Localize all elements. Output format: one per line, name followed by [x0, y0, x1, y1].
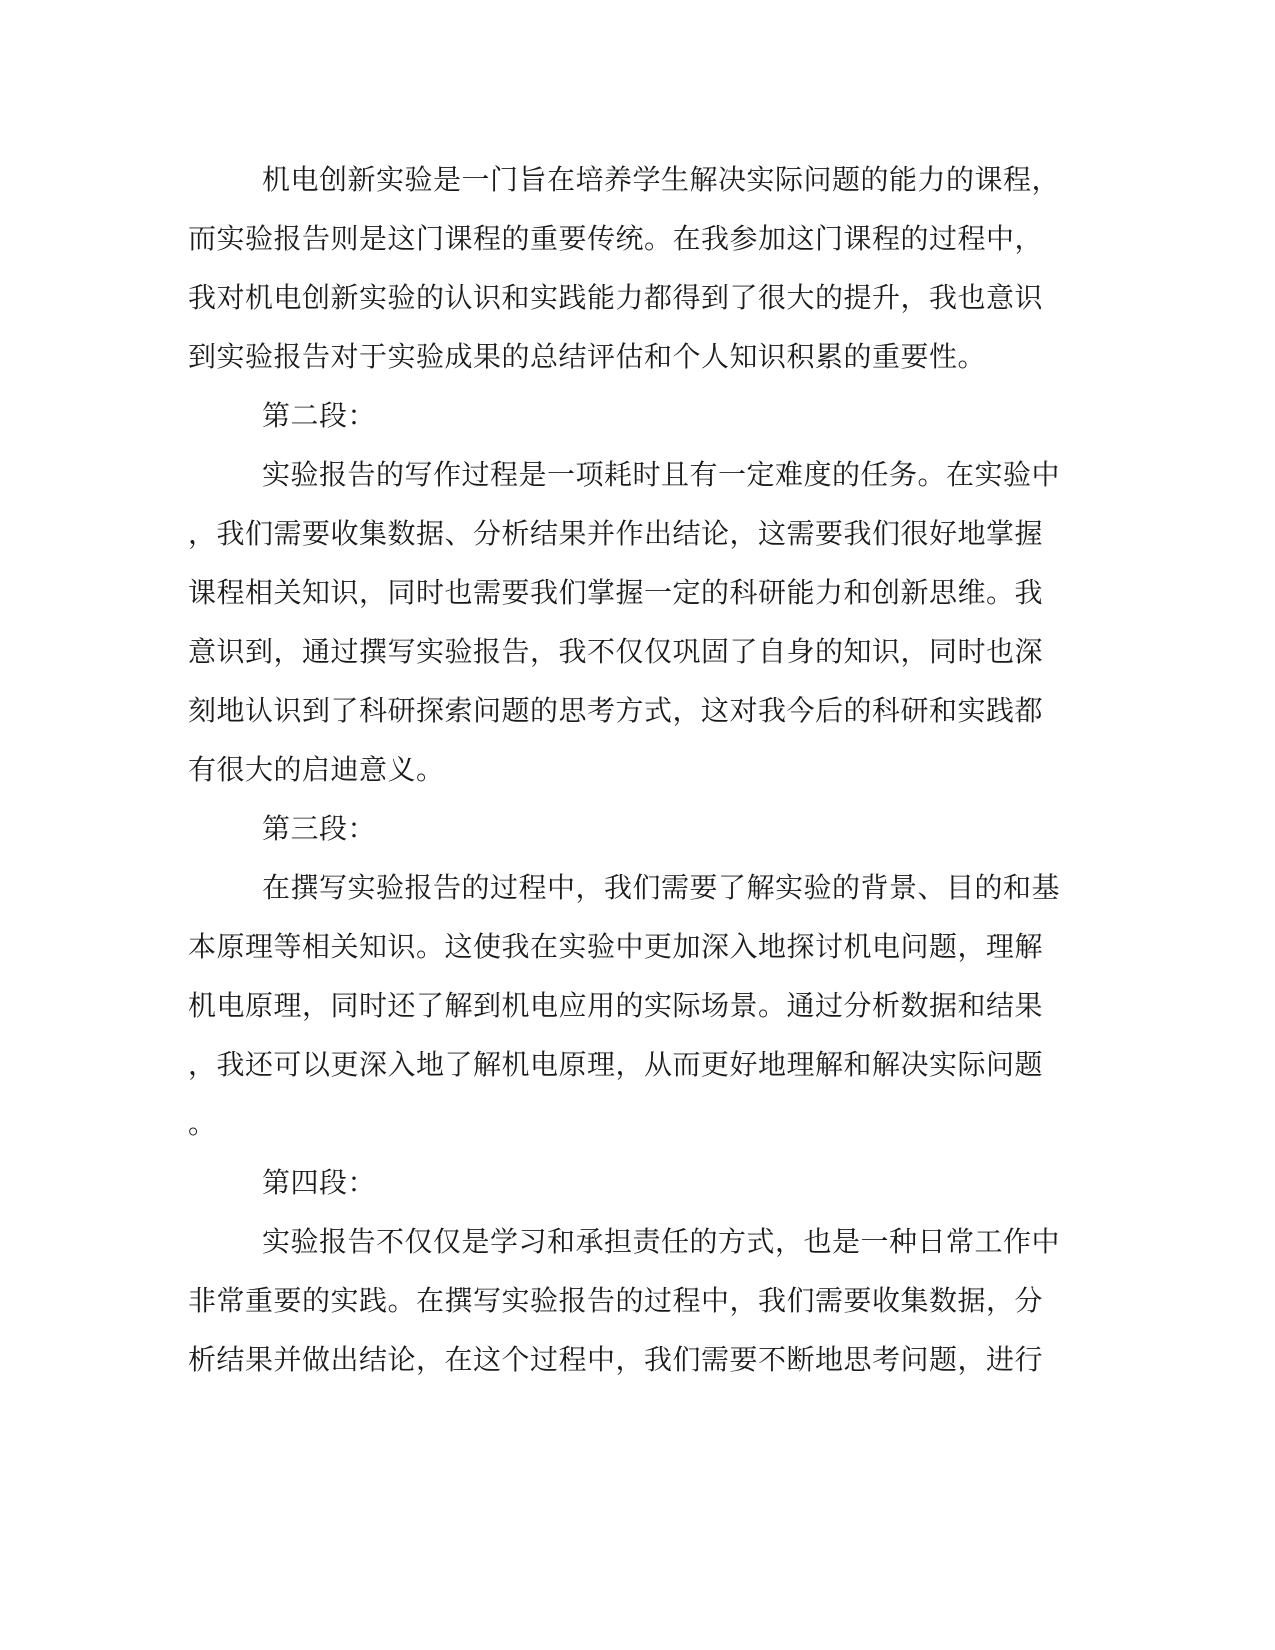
paragraph-line: 在撰写实验报告的过程中，我们需要了解实验的背景、目的和基 [262, 871, 1061, 904]
paragraph-line: 机电创新实验是一门旨在培养学生解决实际问题的能力的课程， [262, 163, 1061, 196]
section-heading: 第二段： [262, 399, 377, 432]
paragraph-line: 析结果并做出结论，在这个过程中，我们需要不断地思考问题，进行 [188, 1343, 1044, 1376]
paragraph-line: ，我们需要收集数据、分析结果并作出结论，这需要我们很好地掌握 [188, 517, 1044, 550]
paragraph-line: 意识到，通过撰写实验报告，我不仅仅巩固了自身的知识，同时也深 [188, 635, 1044, 668]
paragraph-line: 有很大的启迪意义。 [188, 753, 445, 786]
paragraph-line: 机电原理，同时还了解到机电应用的实际场景。通过分析数据和结果 [188, 989, 1044, 1022]
paragraph-line: 实验报告不仅仅是学习和承担责任的方式，也是一种日常工作中 [262, 1225, 1061, 1258]
paragraph-line: ，我还可以更深入地了解机电原理，从而更好地理解和解决实际问题 [188, 1048, 1044, 1081]
paragraph-line: 我对机电创新实验的认识和实践能力都得到了很大的提升，我也意识 [188, 281, 1044, 314]
paragraph-line: 刻地认识到了科研探索问题的思考方式，这对我今后的科研和实践都 [188, 694, 1044, 727]
paragraph-line: 实验报告的写作过程是一项耗时且有一定难度的任务。在实验中 [262, 458, 1061, 491]
paragraph-line: 非常重要的实践。在撰写实验报告的过程中，我们需要收集数据，分 [188, 1284, 1044, 1317]
section-heading: 第四段： [262, 1166, 377, 1199]
paragraph-line: 而实验报告则是这门课程的重要传统。在我参加这门课程的过程中， [188, 222, 1044, 255]
section-heading: 第三段： [262, 812, 377, 845]
paragraph-line: 到实验报告对于实验成果的总结评估和个人知识积累的重要性。 [188, 340, 987, 373]
paragraph-line: 本原理等相关知识。这使我在实验中更加深入地探讨机电问题，理解 [188, 930, 1044, 963]
paragraph-line: 。 [188, 1107, 217, 1140]
paragraph-line: 课程相关知识，同时也需要我们掌握一定的科研能力和创新思维。我 [188, 576, 1044, 609]
